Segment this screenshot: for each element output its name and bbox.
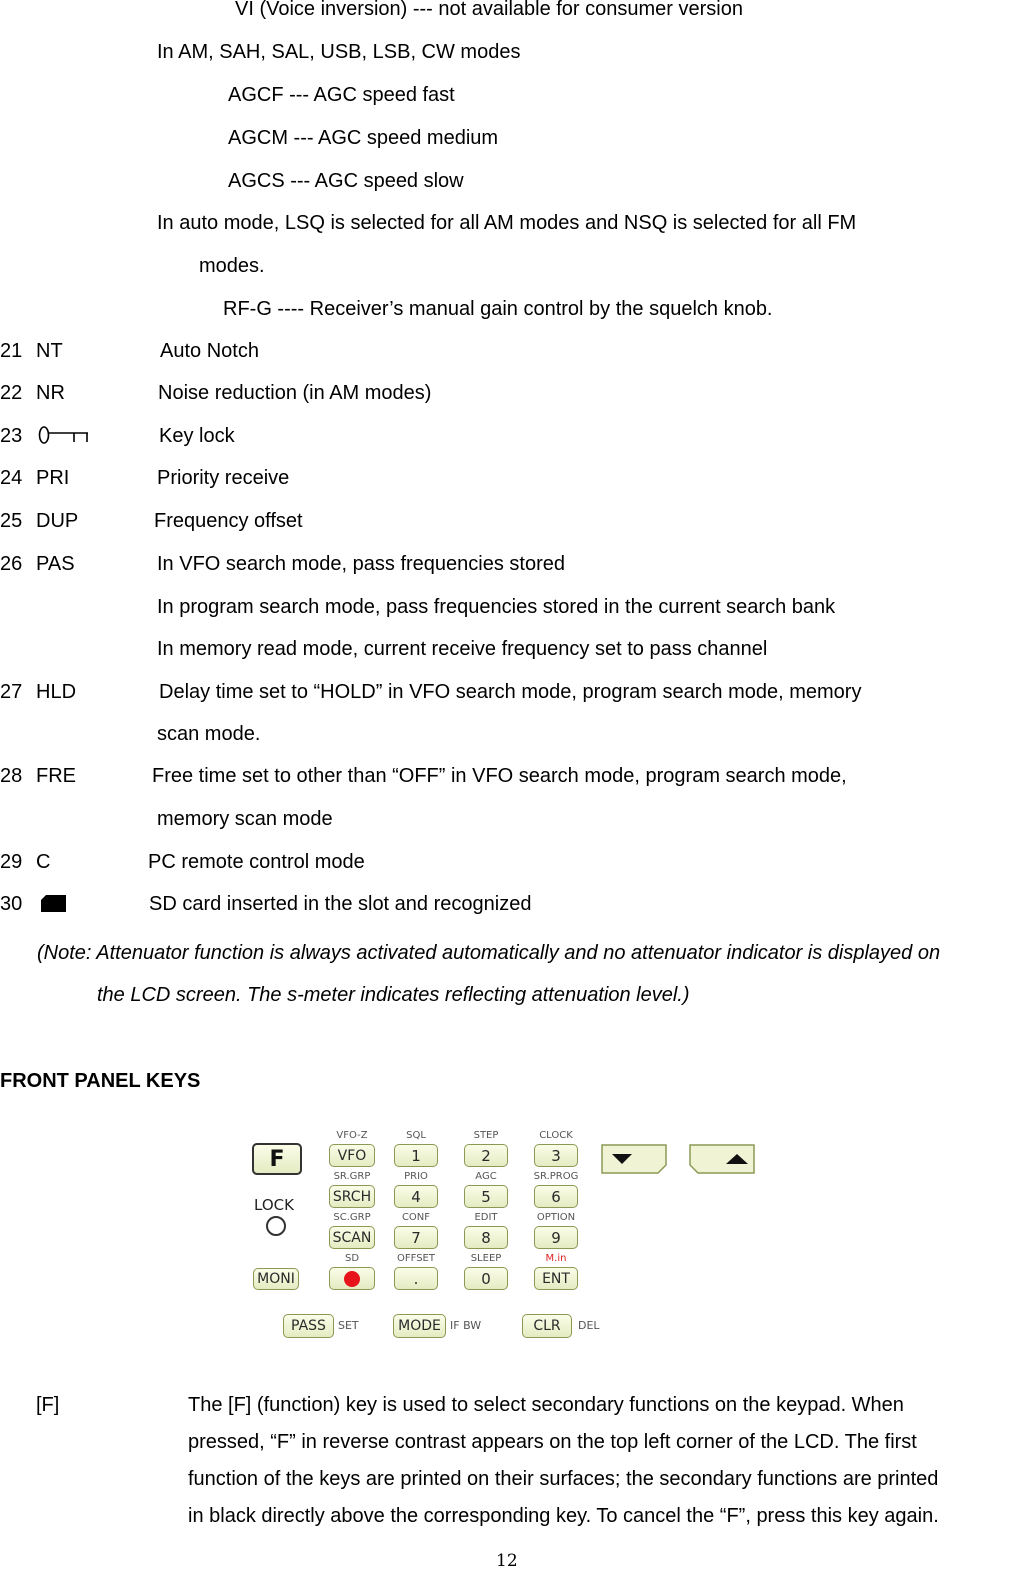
agcm-line: AGCM --- AGC speed medium <box>228 127 499 149</box>
key-caption: SR.GRP <box>333 1171 371 1182</box>
key-caption: STEP <box>473 1130 499 1141</box>
f-key-desc: in black directly above the corresponding key. To cancel the “F”, press this key again. <box>188 1505 939 1527</box>
item-code: PRI <box>36 467 70 489</box>
mode-secondary: IF BW <box>450 1319 482 1332</box>
key-caption: VFO-Z <box>336 1130 368 1141</box>
item-number: 21 <box>0 340 23 362</box>
key-0[interactable]: 0 <box>464 1267 508 1290</box>
item-code: DUP <box>36 510 79 532</box>
key-6[interactable]: 6 <box>534 1185 578 1208</box>
clr-key[interactable]: CLR <box>522 1314 572 1338</box>
item-desc: Delay time set to “HOLD” in VFO search mode, program search mode, memory <box>159 681 862 703</box>
f-key-label: [F] <box>36 1394 60 1416</box>
vfo-key[interactable]: VFO <box>329 1144 375 1167</box>
item-desc: Priority receive <box>157 467 290 489</box>
item-desc-cont: In memory read mode, current receive frequency set to pass channel <box>157 638 768 660</box>
section-title: FRONT PANEL KEYS <box>0 1070 201 1092</box>
agcf-line: AGCF --- AGC speed fast <box>228 84 455 106</box>
item-desc: SD card inserted in the slot and recognized <box>149 893 532 915</box>
item-code: FRE <box>36 765 76 787</box>
key-caption: CONF <box>401 1212 431 1223</box>
item-number: 23 <box>0 425 23 447</box>
item-desc: PC remote control mode <box>148 851 365 873</box>
attenuator-note: (Note: Attenuator function is always activated automatically and no attenuator indicator is displayed on <box>37 942 941 964</box>
moni-key[interactable]: MONI <box>253 1268 299 1290</box>
key-9[interactable]: 9 <box>534 1226 578 1249</box>
item-number: 30 <box>0 893 23 915</box>
auto-mode-line-cont: modes. <box>199 255 265 277</box>
item-number: 29 <box>0 851 23 873</box>
item-number: 28 <box>0 765 23 787</box>
key-caption: OFFSET <box>397 1253 435 1264</box>
key-caption: OPTION <box>536 1212 576 1223</box>
item-number: 22 <box>0 382 23 404</box>
key-5[interactable]: 5 <box>464 1185 508 1208</box>
key-caption: SLEEP <box>470 1253 502 1264</box>
f-key-desc: The [F] (function) key is used to select secondary functions on the keypad. When <box>188 1394 904 1416</box>
key-8[interactable]: 8 <box>464 1226 508 1249</box>
f-key-desc: function of the keys are printed on their surfaces; the secondary functions are printed <box>188 1468 939 1490</box>
key-caption: SR.PROG <box>533 1171 579 1182</box>
item-code: PAS <box>36 553 75 575</box>
item-desc-cont: memory scan mode <box>157 808 333 830</box>
page-number: 12 <box>496 1551 518 1571</box>
item-code: C <box>36 851 51 873</box>
f-key-desc: pressed, “F” in reverse contrast appears on the top left corner of the LCD. The first <box>188 1431 917 1453</box>
item-desc: Free time set to other than “OFF” in VFO search mode, program search mode, <box>152 765 847 787</box>
key-icon <box>36 424 90 446</box>
item-number: 24 <box>0 467 23 489</box>
item-desc: Key lock <box>159 425 235 447</box>
srch-key[interactable]: SRCH <box>329 1185 375 1208</box>
ent-key[interactable]: ENT <box>534 1267 578 1290</box>
key-caption: PRIO <box>404 1171 428 1182</box>
item-desc: In VFO search mode, pass frequencies stored <box>157 553 565 575</box>
rfg-line: RF-G ---- Receiver’s manual gain control by the squelch knob. <box>223 298 773 320</box>
attenuator-note-cont: the LCD screen. The s-meter indicates reflecting attenuation level.) <box>97 984 690 1006</box>
lock-indicator <box>266 1216 286 1236</box>
item-code: NR <box>36 382 65 404</box>
item-desc: Auto Notch <box>160 340 259 362</box>
item-code: HLD <box>36 681 77 703</box>
item-code: NT <box>36 340 63 362</box>
key-caption: SQL <box>406 1130 426 1141</box>
key-caption: EDIT <box>474 1212 498 1223</box>
scan-key[interactable]: SCAN <box>329 1226 375 1249</box>
item-desc: Frequency offset <box>154 510 303 532</box>
key-caption: CLOCK <box>539 1130 573 1141</box>
up-key[interactable] <box>688 1143 758 1175</box>
item-desc: Noise reduction (in AM modes) <box>158 382 432 404</box>
dot-key[interactable]: . <box>394 1267 438 1290</box>
key-3[interactable]: 3 <box>534 1144 578 1167</box>
item-desc-cont: scan mode. <box>157 723 261 745</box>
key-caption: AGC <box>475 1171 497 1182</box>
key-4[interactable]: 4 <box>394 1185 438 1208</box>
item-number: 27 <box>0 681 23 703</box>
clr-secondary: DEL <box>578 1319 600 1332</box>
pass-key[interactable]: PASS <box>283 1314 334 1338</box>
item-number: 25 <box>0 510 23 532</box>
mode-key[interactable]: MODE <box>393 1314 446 1338</box>
voice-inversion-line: VI (Voice inversion) --- not available for consumer version <box>235 0 743 20</box>
key-1[interactable]: 1 <box>394 1144 438 1167</box>
f-key[interactable]: F <box>252 1143 302 1175</box>
auto-mode-line: In auto mode, LSQ is selected for all AM modes and NSQ is selected for all FM <box>157 212 857 234</box>
down-key[interactable] <box>600 1143 670 1175</box>
item-number: 26 <box>0 553 23 575</box>
key-7[interactable]: 7 <box>394 1226 438 1249</box>
lock-label: LOCK <box>254 1196 294 1214</box>
key-caption: SD <box>344 1253 360 1264</box>
sd-key[interactable] <box>329 1267 375 1290</box>
sd-record-icon <box>344 1271 360 1287</box>
item-desc-cont: In program search mode, pass frequencies stored in the current search bank <box>157 596 836 618</box>
key-caption: SC.GRP <box>333 1212 371 1223</box>
am-modes-line: In AM, SAH, SAL, USB, LSB, CW modes <box>157 41 521 63</box>
pass-secondary: SET <box>338 1319 359 1332</box>
sd-card-icon <box>40 894 68 913</box>
agcs-line: AGCS --- AGC speed slow <box>228 170 464 192</box>
key-2[interactable]: 2 <box>464 1144 508 1167</box>
key-caption: M.in <box>545 1253 567 1264</box>
